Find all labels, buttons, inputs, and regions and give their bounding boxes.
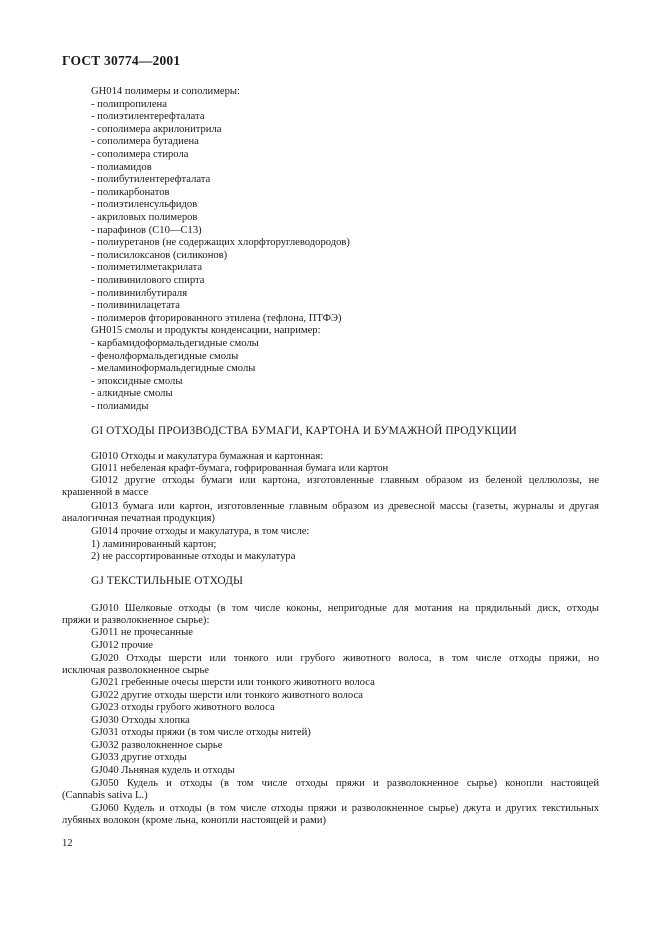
gh-list-line: - меламиноформальдегидные смолы — [91, 363, 256, 375]
gj050-line: GJ050 Кудель и отходы (в том числе отходы пряжи и разволокненное сырье) конопли настоящей — [91, 778, 599, 789]
gh-list-line: - фенолформальдегидные смолы — [91, 350, 239, 362]
gh-list-line: - полиэтиленсульфидов — [91, 199, 198, 211]
gi014-item-1: 1) ламинированный картон; — [91, 539, 217, 550]
gj011-line: GJ011 не прочесанные — [91, 627, 193, 638]
gh-list-line: - полисилоксанов (силиконов) — [91, 249, 228, 261]
gj060-line-cont: лубяных волокон (кроме льна, конопли настоящей и рами) — [62, 815, 327, 826]
gh-list-line: - поливинилацетата — [91, 300, 180, 312]
gj020-line: GJ020 Отходы шерсти или тонкого или грубого животного волоса, в том числе отходы пряжи, но — [91, 653, 599, 664]
gi014-item-2: 2) не рассортированные отходы и макулатура — [91, 551, 296, 562]
gj050-line-cont: (Cannabis sativa L.) — [62, 790, 148, 801]
gj040-line: GJ040 Льняная кудель и отходы — [91, 765, 235, 776]
gh-list-line: - парафинов (С10—С13) — [91, 224, 202, 236]
gh-list-line: - сополимера стирола — [91, 149, 189, 160]
gh-list-line: - карбамидоформальдегидные смолы — [91, 338, 259, 349]
gh-list-line: - полибутилентерефталата — [91, 174, 211, 186]
gh-list-line: - полиамиды — [91, 401, 149, 412]
gh-list-line: GH015 смолы и продукты конденсации, например: — [91, 325, 321, 337]
gh-list-line: - полиамидов — [91, 161, 152, 173]
gh-list-line: - поливинилового спирта — [91, 275, 205, 286]
gj033-line: GJ033 другие отходы — [91, 752, 187, 763]
gi014-line: GI014 прочие отходы и макулатура, в том числе: — [91, 526, 310, 537]
gj031-line: GJ031 отходы пряжи (в том числе отходы нитей) — [91, 727, 311, 738]
gh-list-line: - поливинилбутираля — [91, 287, 188, 299]
gj060-line: GJ060 Кудель и отходы (в том числе отходы пряжи и разволокненное сырье) джута и других текстильных — [91, 803, 599, 814]
page-number: 12 — [62, 838, 73, 849]
gh-list-line: - полипропилена — [91, 98, 167, 110]
gj010-line-cont: пряжи и разволокненное сырье): — [62, 615, 210, 626]
section-heading-gi: GI ОТХОДЫ ПРОИЗВОДСТВА БУМАГИ, КАРТОНА И БУМАЖНОЙ ПРОДУКЦИИ — [91, 425, 517, 437]
document-header: ГОСТ 30774—2001 — [62, 53, 181, 68]
gh-list-line: GH014 полимеры и сополимеры: — [91, 86, 240, 97]
gh-list-line: - эпоксидные смолы — [91, 375, 183, 387]
gj010-line: GJ010 Шелковые отходы (в том числе коконы, непригодные для мотания на прядильный диск, отходы — [91, 603, 599, 614]
gi010-line: GI010 Отходы и макулатура бумажная и картонная: — [91, 451, 324, 462]
gh-list-line: - акриловых полимеров — [91, 212, 198, 223]
gi012-line: GI012 другие отходы бумаги или картона, изготовленные главным образом из беленой целлюлозы, не — [91, 475, 599, 486]
gh-list-line: - алкидные смолы — [91, 388, 173, 400]
section-heading-gj: GJ ТЕКСТИЛЬНЫЕ ОТХОДЫ — [91, 575, 244, 587]
gj030-line: GJ030 Отходы хлопка — [91, 715, 190, 726]
gh-list-line: - сополимера акрилонитрила — [91, 123, 222, 135]
gj012-line: GJ012 прочие — [91, 640, 154, 651]
gi011-line: GI011 небеленая крафт-бумага, гофрированная бумага или картон — [91, 463, 389, 474]
gh-list-line: - поликарбонатов — [91, 186, 170, 198]
gj020-line-cont: исключая разволокненное сырье — [62, 665, 210, 676]
gi012-line-cont: крашенной в массе — [62, 487, 149, 498]
gh-list-line: - полиуретанов (не содержащих хлорфторуглеводородов) — [91, 237, 350, 249]
gj023-line: GJ023 отходы грубого животного волоса — [91, 702, 275, 713]
gj022-line: GJ022 другие отходы шерсти или тонкого животного волоса — [91, 690, 363, 701]
gh-list-line: - сополимера бутадиена — [91, 136, 199, 148]
gh-list-line: - полимеров фторированного этилена (тефлона, ПТФЭ) — [91, 312, 342, 324]
gi013-line: GI013 бумага или картон, изготовленные главным образом из древесной массы (газеты, журналы и другая — [91, 501, 599, 512]
gh-list-line: - полиэтилентерефталата — [91, 111, 205, 123]
gh-list-line: - полиметилметакрилата — [91, 262, 203, 274]
gj032-line: GJ032 разволокненное сырье — [91, 740, 223, 751]
gi013-line-cont: аналогичная печатная продукция) — [62, 513, 215, 524]
gj021-line: GJ021 гребенные очесы шерсти или тонкого животного волоса — [91, 677, 375, 688]
